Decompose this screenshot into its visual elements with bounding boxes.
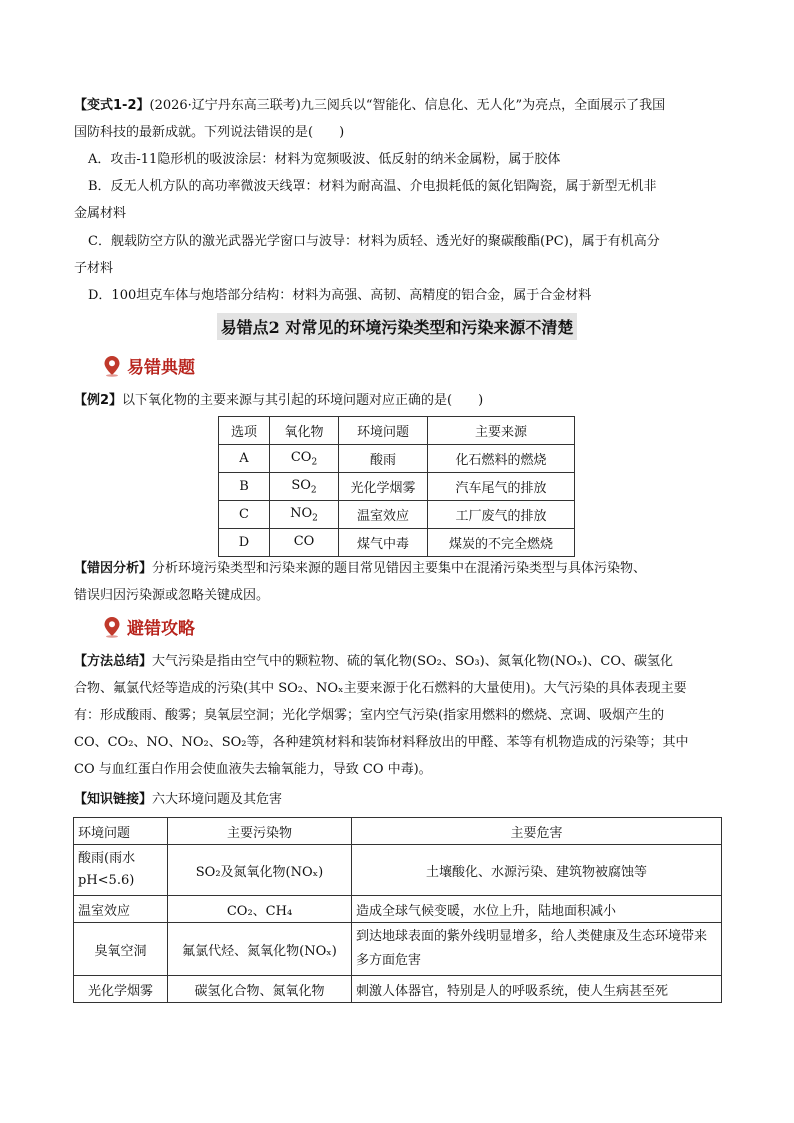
header-cell: 主要来源 [428, 417, 575, 445]
table-row [219, 529, 575, 557]
table-row [219, 445, 575, 473]
oxide-cell: CO [270, 529, 339, 557]
knowledge-link: 【知识链接】六大环境问题及其危害 [74, 792, 283, 807]
header-cell: 主要污染物 [168, 818, 352, 845]
source-cell: 化石燃料的燃烧 [428, 445, 575, 473]
oxide-table [218, 416, 575, 557]
section-title: 避错攻略 [127, 619, 195, 639]
pollutant-cell: 氟氯代烃、氮氧化物(NOₓ) [168, 923, 352, 976]
error-point-heading: 易错点2 对常见的环境污染类型和污染来源不清楚 [0, 313, 794, 340]
example-question [74, 387, 720, 414]
harm-cell: 造成全球气候变暖，水位上升，陆地面积减小 [352, 896, 722, 923]
variant-tag: 【变式1-2】 [74, 98, 150, 113]
method-line5: CO 与血红蛋白作用会使血液失去输氧能力，导致 CO 中毒)。 [74, 762, 432, 777]
table-row [74, 923, 722, 976]
header-cell: 氧化物 [270, 417, 339, 445]
problem-cell: 煤气中毒 [339, 529, 428, 557]
environment-problems-table [73, 817, 722, 1003]
option-a: A．攻击-11隐形机的吸波涂层：材料为宽频吸波、低反射的纳米金属粉，属于胶体 [88, 152, 561, 167]
problem-cell: 光化学烟雾 [339, 473, 428, 501]
table-header-row [74, 818, 722, 845]
harm-cell: 土壤酸化、水源污染、建筑物被腐蚀等 [352, 845, 722, 896]
problem-cell: 温室效应 [74, 896, 168, 923]
problem-cell: 酸雨 [339, 445, 428, 473]
oxide-cell: $NO_2$ [270, 501, 339, 529]
problem-cell: 臭氧空洞 [74, 923, 168, 976]
option-c-line1: C．舰载防空方队的激光武器光学窗口与波导：材料为质轻、透光好的聚碳酸酯(PC)，属于有机高分 [88, 234, 660, 249]
pollutant-cell: SO₂及氮氧化物(NOₓ) [168, 845, 352, 896]
knowledge-tag: 【知识链接】 [74, 792, 153, 807]
problem-cell: 光化学烟雾 [74, 976, 168, 1003]
error-analysis-line2: 错误归因污染源或忽略关键成因。 [74, 588, 270, 603]
section-typical-errors [103, 353, 195, 378]
oxide-cell: $CO_2$ [270, 445, 339, 473]
location-pin-icon [103, 355, 121, 377]
option-cell: B [219, 473, 270, 501]
example-tag: 【例2】 [74, 393, 123, 408]
table-row [219, 501, 575, 529]
oxide-cell: $SO_2$ [270, 473, 339, 501]
section-title: 易错典题 [127, 358, 195, 378]
problem-cell: 温室效应 [339, 501, 428, 529]
option-c-line2: 子材料 [74, 261, 114, 276]
variant-stem-line2: 国防科技的最新成就。下列说法错误的是( ) [74, 125, 345, 140]
table-row [74, 976, 722, 1003]
source-cell: 汽车尾气的排放 [428, 473, 575, 501]
harm-cell: 到达地球表面的紫外线明显增多，给人类健康及生态环境带来多方面危害 [352, 923, 722, 976]
option-b-line2: 金属材料 [74, 206, 127, 221]
section-avoid-errors [103, 614, 195, 639]
method-line2: 合物、氟氯代烃等造成的污染(其中 SO₂、NOₓ主要来源于化石燃料的大量使用)。大气污染的具体表现主要 [74, 681, 687, 696]
table-row [219, 473, 575, 501]
table-row [74, 845, 722, 896]
option-cell: D [219, 529, 270, 557]
error-analysis-tag: 【错因分析】 [74, 561, 153, 576]
pollutant-cell: CO₂、CH₄ [168, 896, 352, 923]
option-cell: C [219, 501, 270, 529]
problem-cell: 酸雨(雨水pH<5.6) [74, 845, 168, 896]
header-cell: 环境问题 [339, 417, 428, 445]
source-cell: 煤炭的不完全燃烧 [428, 529, 575, 557]
header-cell: 环境问题 [74, 818, 168, 845]
option-d: D．100坦克车体与炮塔部分结构：材料为高强、高韧、高精度的铝合金，属于合金材料 [88, 288, 592, 303]
error-analysis-line1: 【错因分析】分析环境污染类型和污染来源的题目常见错因主要集中在混淆污染类型与具体污染物、 [74, 561, 647, 576]
variant-source: (2026·辽宁丹东高三联考) [149, 98, 301, 113]
header-cell: 主要危害 [352, 818, 722, 845]
option-cell: A [219, 445, 270, 473]
method-line1: 【方法总结】大气污染是指由空气中的颗粒物、硫的氧化物(SO₂、SO₃)、氮氧化物(NOₓ)、CO、碳氢化 [74, 654, 673, 669]
method-line4: CO、CO₂、NO、NO₂、SO₂等，各种建筑材料和装饰材料释放出的甲醛、苯等有机物造成的污染等；其中 [74, 735, 689, 750]
source-cell: 工厂废气的排放 [428, 501, 575, 529]
variant-stem-line1 [74, 92, 720, 119]
table-row [74, 896, 722, 923]
method-line3: 有：形成酸雨、酸雾；臭氧层空洞；光化学烟雾；室内空气污染(指家用燃料的燃烧、烹调、吸烟产生的 [74, 708, 665, 723]
harm-cell: 刺激人体器官，特别是人的呼吸系统，使人生病甚至死 [352, 976, 722, 1003]
example-text: 以下氧化物的主要来源与其引起的环境问题对应正确的是( ) [122, 393, 484, 408]
option-b-line1: B．反无人机方队的高功率微波天线罩：材料为耐高温、介电损耗低的氮化铝陶瓷，属于新型无机非 [88, 179, 657, 194]
location-pin-icon [103, 616, 121, 638]
method-tag: 【方法总结】 [74, 654, 153, 669]
pollutant-cell: 碳氢化合物、氮氧化物 [168, 976, 352, 1003]
table-header-row [219, 417, 575, 445]
variant-stem: 九三阅兵以“智能化、信息化、无人化”为亮点，全面展示了我国 [300, 98, 666, 113]
header-cell: 选项 [219, 417, 270, 445]
